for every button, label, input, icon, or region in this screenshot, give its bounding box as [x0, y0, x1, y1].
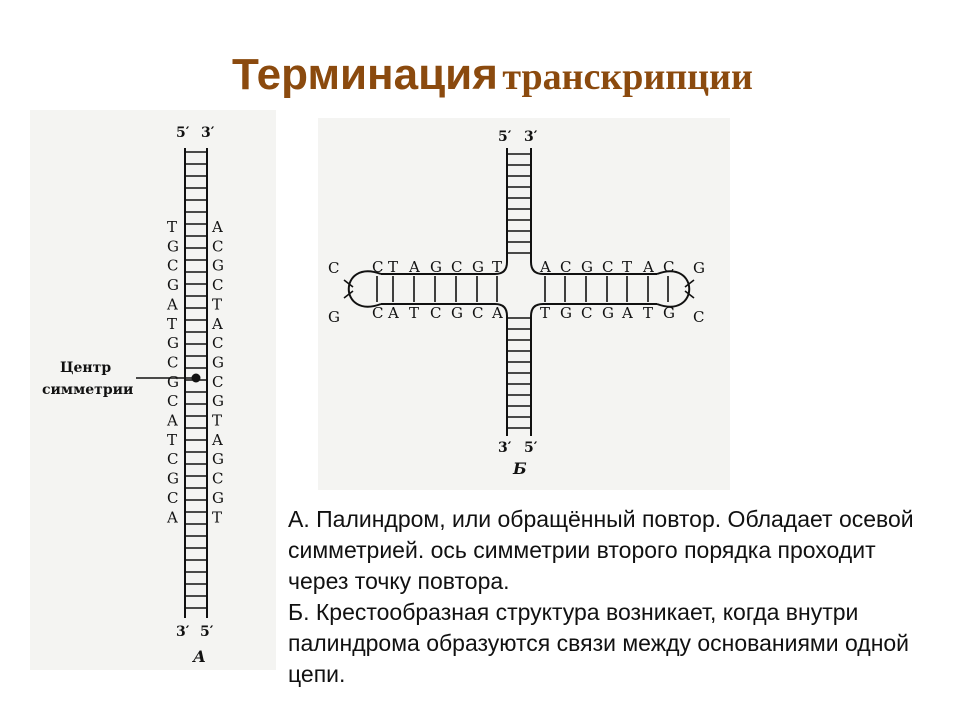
left-strand-base: G [167, 469, 179, 488]
right-arm-bottom-base: G [602, 304, 614, 322]
left-strand-base: G [167, 334, 179, 353]
figure-a-bottom-left-end: 3′ [176, 624, 190, 640]
left-hairpin-loop [349, 271, 381, 306]
right-arm-top-base: C [663, 258, 675, 276]
cruciform-outline-bottom-left [381, 304, 507, 436]
figure-b-top-left-end: 5′ [498, 129, 512, 145]
right-arm-bottom-base: G [560, 304, 572, 322]
left-strand-base: G [167, 276, 179, 295]
figure-a-top-left-end: 5′ [176, 125, 190, 141]
right-arm-bottom-base: T [643, 304, 654, 322]
right-arm-bottom-base: G [663, 304, 675, 322]
left-arm-bottom-base: G [451, 304, 463, 322]
left-strand-base: C [167, 450, 179, 469]
right-arm-bottom-base: T [540, 304, 551, 322]
right-loop-top-base: G [693, 259, 705, 277]
left-strand-base: C [167, 488, 179, 507]
figure-a-top-right-end: 3′ [201, 125, 215, 141]
left-strand-base: A [167, 411, 178, 430]
left-arm-bottom-base: A [492, 304, 503, 322]
left-loop-bottom-base: G [328, 308, 340, 326]
description [288, 504, 928, 690]
right-arm-bottom-base: C [581, 304, 593, 322]
right-strand-base: G [212, 450, 224, 469]
left-arm-top-base: C [372, 258, 384, 276]
left-arm-bottom-base: C [372, 304, 384, 322]
right-strand-base: G [212, 353, 224, 372]
center-label-line1: Центр [60, 360, 112, 376]
left-strand-base: A [167, 295, 178, 314]
left-strand-base: A [167, 508, 178, 527]
left-arm-top-base: T [388, 258, 399, 276]
figure-b-bottom-left-end: 3′ [498, 440, 512, 456]
left-strand-base: G [167, 237, 179, 256]
right-strand-base: T [212, 295, 223, 314]
cruciform-outline-top-right [531, 148, 657, 274]
left-strand-base: T [167, 218, 178, 236]
right-strand-base: G [212, 488, 224, 507]
center-of-symmetry-dot [192, 374, 201, 383]
description-a: А. Палиндром, или обращённый повтор. Обладает осевой симметрией. ось симметрии второго порядка проходит через точку повтора. [288, 506, 914, 594]
right-strand-base: C [212, 237, 224, 256]
right-strand-base: A [212, 314, 223, 333]
cruciform-outline-bottom-right [531, 304, 657, 436]
left-arm-bottom-base: T [409, 304, 420, 322]
right-loop-bottom-base: C [693, 308, 705, 326]
left-arm-bottom-base: C [472, 304, 484, 322]
title-bold: Терминация [232, 50, 498, 99]
right-arm-top-base: C [560, 258, 572, 276]
right-strand-base: A [212, 430, 223, 449]
right-strand-base: G [212, 256, 224, 275]
left-arm-top-base: T [492, 258, 503, 276]
left-arm-top-base: A [409, 258, 420, 276]
figure-b-top-right-end: 3′ [524, 129, 538, 145]
left-strand-base: C [167, 392, 179, 411]
right-hairpin-loop [657, 271, 689, 306]
figure-b-bases [372, 258, 675, 322]
right-strand-base: C [212, 372, 224, 391]
right-strand-base: A [212, 218, 223, 236]
left-arm-top-base: C [451, 258, 463, 276]
figure-a-bottom-right-end: 5′ [200, 624, 214, 640]
figure-b-caption: Б [513, 459, 527, 478]
right-arm-bottom-base: A [622, 304, 633, 322]
right-arm-top-base: T [622, 258, 633, 276]
left-arm-bottom-base: A [388, 304, 399, 322]
left-loop-top-base: C [328, 259, 340, 277]
left-strand-base: T [167, 314, 178, 333]
left-arm-top-base: G [472, 258, 484, 276]
left-strand-base: T [167, 430, 178, 449]
figure-a-bases [166, 218, 224, 526]
right-strand-base: C [212, 334, 224, 353]
right-arm-top-base: G [581, 258, 593, 276]
left-strand-base: G [167, 372, 179, 391]
figure-b [344, 148, 694, 436]
right-strand-base: G [212, 392, 224, 411]
right-arm-top-base: C [602, 258, 614, 276]
left-strand-base: C [167, 256, 179, 275]
description-b: Б. Крестообразная структура возникает, когда внутри палиндрома образуются связи между основаниями одной цепи. [288, 599, 910, 687]
right-strand-base: T [212, 411, 223, 430]
right-arm-top-base: A [540, 258, 551, 276]
right-strand-base: T [212, 508, 223, 527]
right-arm-top-base: A [643, 258, 654, 276]
figure-b-bottom-right-end: 5′ [524, 440, 538, 456]
center-label-line2: симметрии [42, 382, 134, 398]
figure-b-base-pairs [377, 154, 668, 428]
right-strand-base: C [212, 469, 224, 488]
cruciform-outline-top-left [381, 148, 507, 274]
title-rest: транскрипции [502, 56, 753, 98]
left-arm-bottom-base: C [430, 304, 442, 322]
figure-a-caption: А [193, 647, 207, 666]
right-strand-base: C [212, 276, 224, 295]
left-arm-top-base: G [430, 258, 442, 276]
left-strand-base: C [167, 353, 179, 372]
